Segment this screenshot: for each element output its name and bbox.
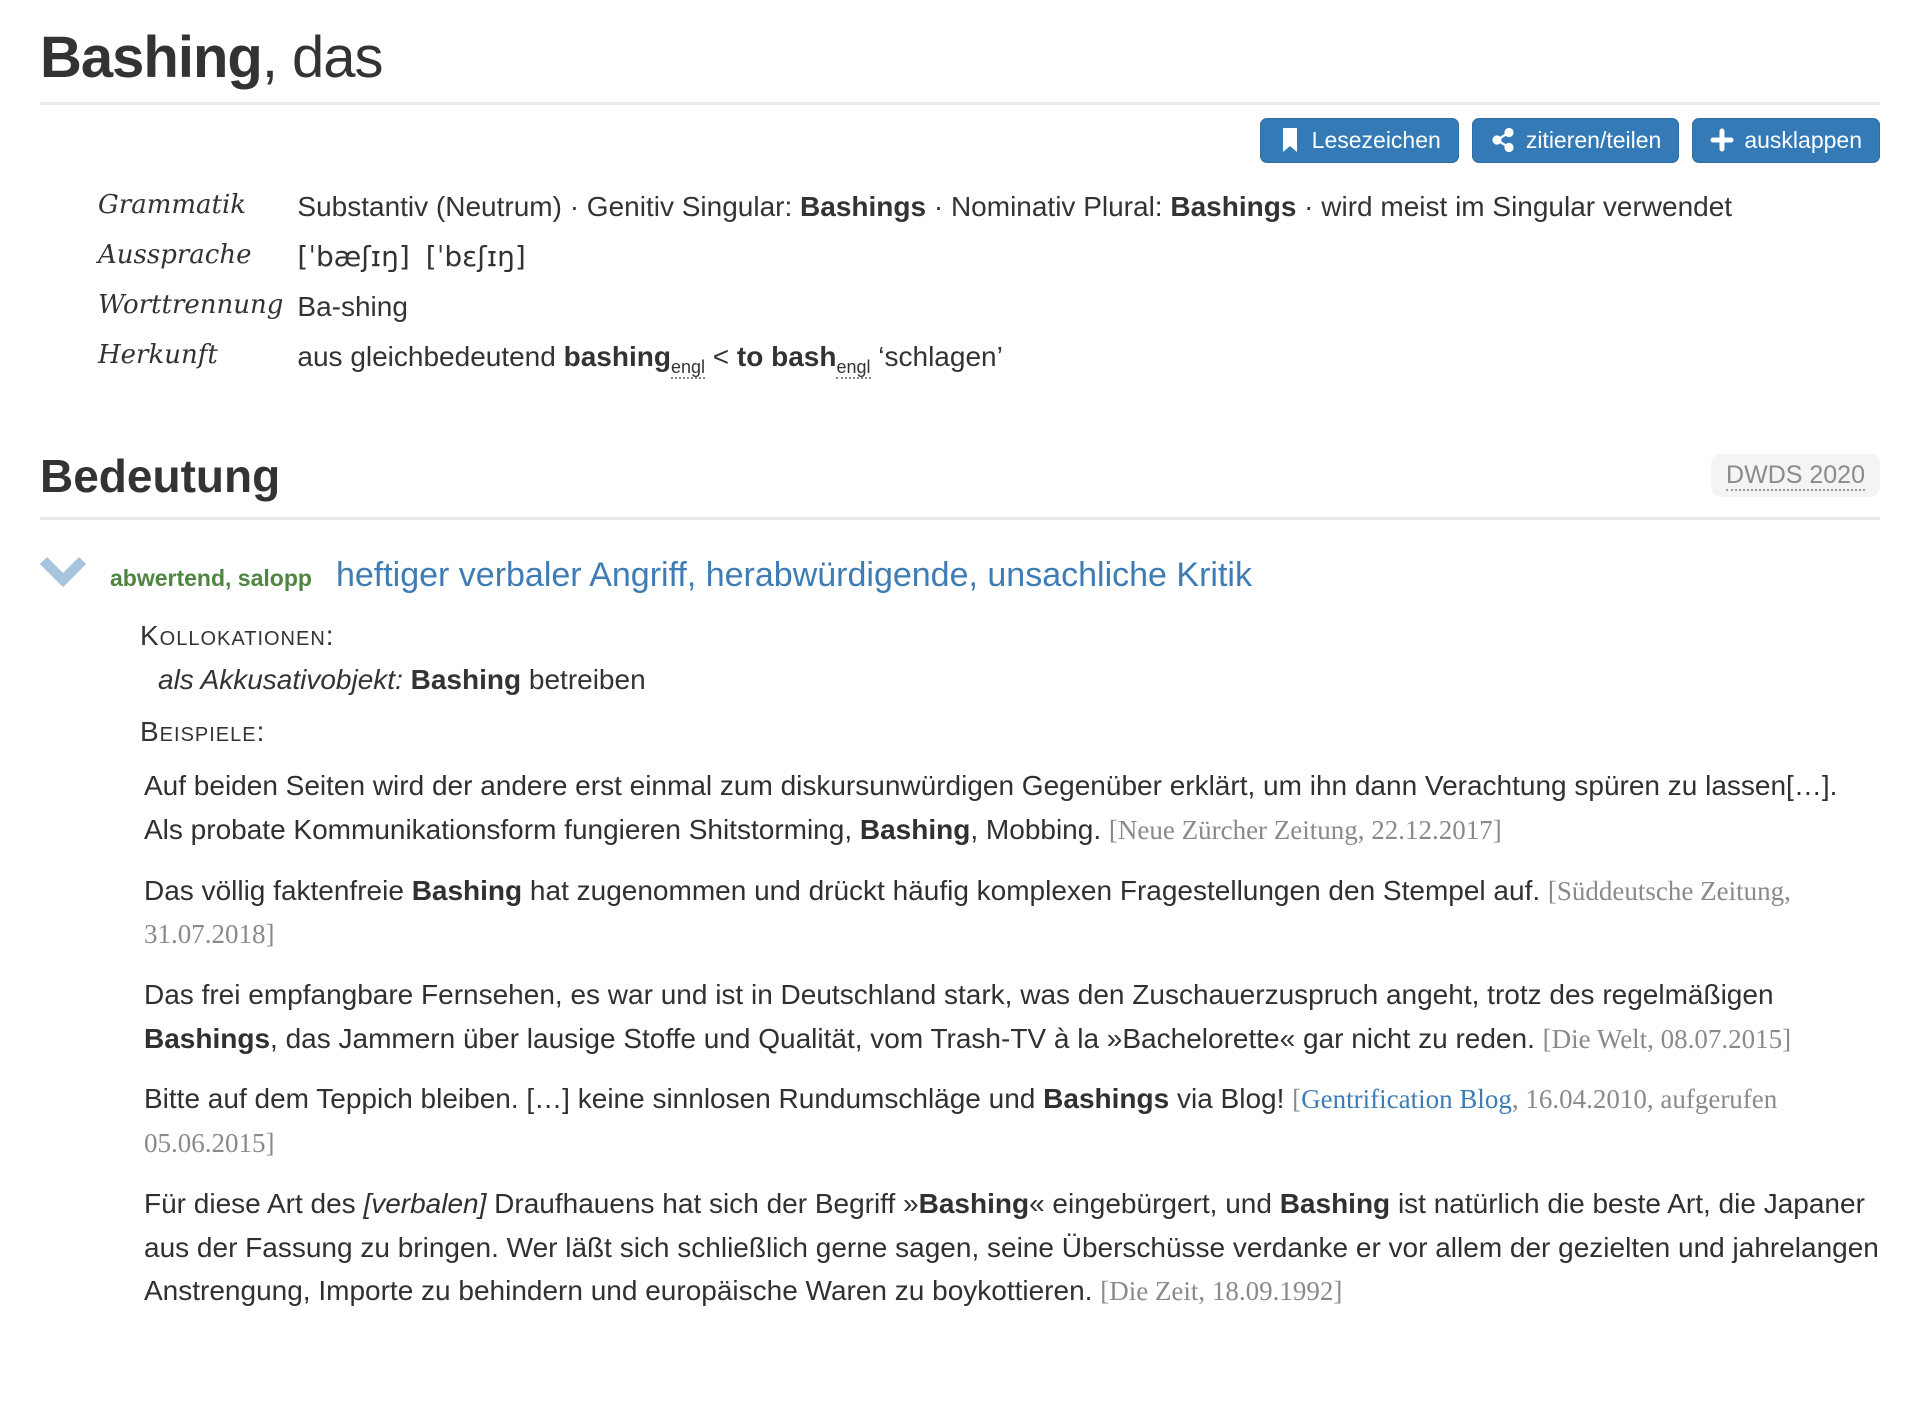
worttrennung-row (98, 289, 1732, 339)
citation: [Neue Zürcher Zeitung, 22.12.2017] (1108, 814, 1502, 845)
grammatik-label: Grammatik (98, 189, 247, 220)
meaning-section-header (40, 449, 1880, 520)
text-run: Bitte auf dem Teppich bleiben. […] keine sinnlosen Rundumschläge und (144, 1083, 1044, 1115)
herkunft-row (98, 339, 1732, 391)
example-item (144, 869, 1880, 957)
text-run: · Nominativ Plural: (926, 190, 1171, 222)
text-run: Substantiv (Neutrum) · Genitiv Singular: (297, 190, 801, 222)
text-run: Draufhauens hat sich der Begriff » (486, 1188, 919, 1220)
cite-share-button-label: zitieren/teilen (1525, 126, 1662, 153)
dwds-2020-badge[interactable] (1711, 454, 1880, 497)
example-item (144, 1077, 1880, 1165)
text-run: bashing (563, 340, 671, 372)
entry-header (40, 26, 1880, 163)
text-run: · wird meist im Singular verwendet (1296, 190, 1733, 222)
text-run: Das frei empfangbare Fernsehen, es war und ist in Deutschland stark, was den Zuschauerzuspruch angeht, trotz des regelmäßigen (144, 979, 1774, 1011)
examples-list (140, 764, 1880, 1312)
sense-definition: heftiger verbaler Angriff, herabwürdigende, unsachliche Kritik (335, 555, 1252, 594)
aussprache-value (297, 239, 1732, 289)
citation: [Die Welt, 08.07.2015] (1542, 1023, 1792, 1054)
text-run: via Blog! (1169, 1083, 1293, 1115)
text-run: < (704, 340, 737, 372)
citation: [ (1292, 1084, 1302, 1115)
citation-link[interactable]: Gentrification Blog (1301, 1084, 1512, 1115)
example-item (144, 764, 1880, 851)
text-run: Bashing (859, 813, 971, 845)
expand-button-label: ausklappen (1744, 126, 1862, 153)
grammatical-article: , das (261, 25, 383, 90)
meaning-section (40, 449, 1880, 1313)
aussprache-label: Aussprache (98, 239, 252, 270)
text-run: Bashings (1170, 190, 1297, 222)
text-run: als Akkusativobjekt: (158, 664, 411, 696)
expand-button[interactable] (1692, 118, 1880, 163)
grammatik-row (98, 189, 1732, 239)
ipa-pronunciation: [ˈbɛʃɪŋ] (425, 239, 526, 273)
citation: [Die Zeit, 18.09.1992] (1100, 1275, 1343, 1306)
collocation-item (158, 664, 1880, 696)
plus-icon (1710, 128, 1734, 152)
text-run: Auf beiden Seiten wird der andere erst einmal zum diskursunwürdigen Gegenüber erklärt, um ihn dann Verachtung spüren zu lassen[…]. Als probate Kommunikationsform fungieren Shitstorming, (144, 770, 1838, 845)
text-run: Bashings (144, 1022, 271, 1054)
bookmark-button[interactable] (1260, 118, 1459, 163)
example-item (144, 1182, 1880, 1313)
sense-header (40, 554, 1880, 597)
text-run: hat zugenommen und drückt häufig komplexen Fragestellungen den Stempel auf. (522, 874, 1548, 906)
header-divider (40, 102, 1880, 105)
herkunft-value (297, 339, 1732, 391)
grammar-info-table (98, 189, 1732, 391)
text-run: ist natürlich die beste Art, die Japaner aus der Fassung zu bringen. Wer läßt sich schließlich gerne sagen, seine Überschüsse verdanke er vor allem der gezielten und jahrelangen Anstrengung, Importe zu behindern und europäische Waren zu boykottieren. (144, 1188, 1879, 1306)
section-title-bedeutung: Bedeutung (40, 449, 281, 502)
cite-share-button[interactable] (1472, 118, 1680, 163)
text-run: Bashings (800, 190, 927, 222)
text-run: Bashings (1043, 1083, 1170, 1115)
usage-marker: abwertend, salopp (110, 564, 312, 591)
text-run: Bashing (1279, 1188, 1391, 1220)
text-run: Ba-shing (297, 290, 408, 322)
lemma-word: Bashing (40, 25, 262, 90)
bookmark-icon (1278, 127, 1302, 153)
worttrennung-label: Worttrennung (98, 289, 284, 320)
sense-block (40, 554, 1880, 1313)
language-tag: engl (836, 356, 871, 377)
ipa-pronunciation: [ˈbæʃɪŋ] (297, 239, 410, 273)
beispiele-label: Beispiele: (140, 716, 266, 748)
text-run: Bashing (411, 874, 523, 906)
chevron-down-icon[interactable] (40, 557, 86, 594)
aussprache-row (98, 239, 1732, 289)
text-run: Das völlig faktenfreie (144, 874, 412, 906)
page-title (40, 26, 1880, 90)
text-run: [verbalen] (363, 1188, 487, 1220)
text-run: Bashing (918, 1188, 1030, 1220)
text-run: aus gleichbedeutend (297, 340, 564, 372)
text-run: Für diese Art des (144, 1188, 364, 1220)
text-run: , das Jammern über lausige Stoffe und Qualität, vom Trash-TV à la »Bachelorette« gar nicht zu reden. (270, 1022, 1543, 1054)
citation: [Süddeutsche Zeitung, 31.07.2018] (144, 875, 1791, 950)
worttrennung-value (297, 289, 1732, 339)
citation: , 16.04.2010, aufgerufen 05.06.2015] (144, 1084, 1778, 1159)
grammatik-value (297, 189, 1732, 239)
share-icon (1490, 127, 1516, 153)
text-run: to bash (736, 340, 837, 372)
dwds-2020-badge-label: DWDS 2020 (1726, 461, 1865, 490)
text-run: betreiben (521, 664, 646, 696)
example-item (144, 973, 1880, 1060)
bookmark-button-label: Lesezeichen (1311, 126, 1441, 153)
text-run: « eingebürgert, und (1029, 1188, 1280, 1220)
entry-toolbar (40, 118, 1880, 163)
text-run: Bashing (410, 664, 522, 696)
text-run: , Mobbing. (970, 813, 1109, 845)
herkunft-label: Herkunft (98, 339, 218, 370)
text-run: ‘schlagen’ (870, 340, 1003, 372)
language-tag: engl (670, 356, 705, 377)
kollokationen-label: Kollokationen: (140, 620, 335, 652)
sense-body (40, 620, 1880, 1312)
